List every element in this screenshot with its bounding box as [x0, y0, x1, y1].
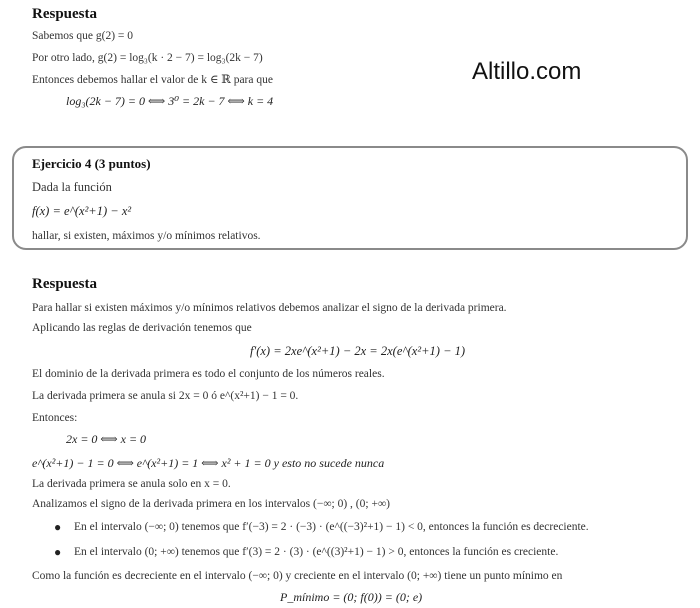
section2-line-10: Analizamos el signo de la derivada primera en los intervalos (−∞; 0) , (0; +∞) [32, 498, 390, 510]
bullet-item-1: En el intervalo (−∞; 0) tenemos que f′(−3) = 2 · (−3) · (e^((−3)²+1) − 1) < 0, entonces la función es decreciente. [74, 521, 589, 533]
result-equation: P_mínimo = (0; f(0)) = (0; e) [280, 590, 423, 604]
section2-line-6: Entonces: [32, 412, 78, 424]
exercise-intro: Dada la función [32, 180, 112, 194]
section2-line-2: Aplicando las reglas de derivación tenemos que [32, 322, 252, 334]
section2-line-1: Para hallar si existen máximos y/o mínimos relativos debemos analizar el signo de la derivada primera. [32, 302, 507, 314]
section1-equation: log₃(2k − 7) = 0 ⟺ 3⁰ = 2k − 7 ⟺ k = 4 [66, 94, 274, 108]
exercise-task: hallar, si existen, máximos y/o mínimos relativos. [32, 230, 261, 242]
exercise-title: Ejercicio 4 (3 puntos) [32, 156, 151, 171]
section2-line-4: El dominio de la derivada primera es todo el conjunto de los números reales. [32, 368, 385, 380]
section1-line-2: Por otro lado, g(2) = log₃(k · 2 − 7) = log₃(2k − 7) [32, 52, 263, 64]
conclusion: Como la función es decreciente en el intervalo (−∞; 0) y creciente en el intervalo (0; +∞) tiene un punto mínimo en [32, 570, 563, 582]
section2-line-9: La derivada primera se anula solo en x = 0. [32, 478, 231, 490]
derivative-equation: f′(x) = 2xe^(x²+1) − 2x = 2x(e^(x²+1) − 1) [250, 344, 466, 358]
equation-exponential: e^(x²+1) − 1 = 0 ⟺ e^(x²+1) = 1 ⟺ x² + 1 = 0 y esto no sucede nunca [32, 456, 385, 470]
watermark: Altillo.com [472, 58, 582, 85]
equation-2x: 2x = 0 ⟺ x = 0 [66, 432, 147, 446]
section2-heading: Respuesta [32, 276, 98, 292]
bullet-item-2: En el intervalo (0; +∞) tenemos que f′(3) = 2 · (3) · (e^((3)²+1) − 1) > 0, entonces la función es creciente. [74, 546, 559, 558]
section1-heading: Respuesta [32, 6, 98, 22]
section2-line-5: La derivada primera se anula si 2x = 0 ó e^(x²+1) − 1 = 0. [32, 390, 299, 402]
exercise-function: f(x) = e^(x²+1) − x² [32, 204, 132, 218]
section1-line-3: Entonces debemos hallar el valor de k ∈ ℝ para que [32, 74, 273, 86]
section1-line-1: Sabemos que g(2) = 0 [32, 30, 134, 42]
bullet-dot-1: ● [54, 520, 62, 534]
bullet-dot-2: ● [54, 545, 62, 559]
